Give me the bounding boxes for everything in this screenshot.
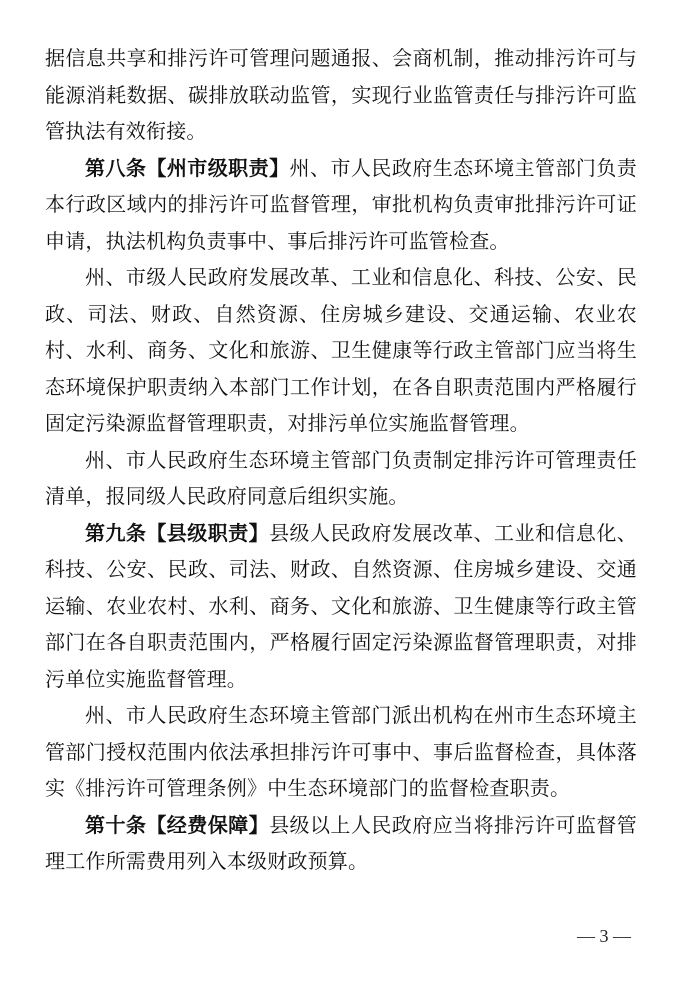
paragraph-4 <box>45 442 637 515</box>
paragraph-6 <box>45 697 637 807</box>
article-heading: 第十条【经费保障】 <box>85 812 270 837</box>
page-number: — 3 — <box>577 926 631 946</box>
paragraph-article-10 <box>45 807 637 880</box>
paragraph-text: 县级以上人民政府应当将排污许可监督管理工作所需费用列入本级财政预算。 <box>45 812 637 873</box>
paragraph-text: 县级人民政府发展改革、工业和信息化、科技、公安、民政、司法、财政、自然资源、住房城乡建设、交通运输、农业农村、水利、商务、文化和旅游、卫生健康等行政主管部门在各自职责范围内，严格履行固定污染源监督管理职责，对排污单位实施监督管理。 <box>45 520 637 691</box>
paragraph-text: 州、市人民政府生态环境主管部门负责本行政区域内的排污许可监督管理，审批机构负责审批排污许可证申请，执法机构负责事中、事后排污许可监管检查。 <box>45 155 638 253</box>
paragraph-3 <box>45 259 637 442</box>
paragraph-text: 州、市人民政府生态环境主管部门负责制定排污许可管理责任清单，报同级人民政府同意后组织实施。 <box>45 447 637 508</box>
document-body <box>45 40 637 880</box>
article-heading: 第八条【州市级职责】 <box>85 155 290 180</box>
paragraph-text: 州、市级人民政府发展改革、工业和信息化、科技、公安、民政、司法、财政、自然资源、住房城乡建设、交通运输、农业农村、水利、商务、文化和旅游、卫生健康等行政主管部门应当将生态环境保护职责纳入本部门工作计划，在各自职责范围内严格履行固定污染源监督管理职责，对排污单位实施监督管理。 <box>45 265 637 435</box>
article-heading: 第九条【县级职责】 <box>85 520 270 545</box>
paragraph-1 <box>45 40 637 150</box>
paragraph-text: 据信息共享和排污许可管理问题通报、会商机制，推动排污许可与能源消耗数据、碳排放联动监管，实现行业监管责任与排污许可监管执法有效衔接。 <box>45 46 637 143</box>
paragraph-article-8 <box>45 150 637 260</box>
paragraph-article-9 <box>45 515 637 698</box>
paragraph-text: 州、市人民政府生态环境主管部门派出机构在州市生态环境主管部门授权范围内依法承担排污许可事中、事后监督检查，具体落实《排污许可管理条例》中生态环境部门的监督检查职责。 <box>45 703 637 800</box>
